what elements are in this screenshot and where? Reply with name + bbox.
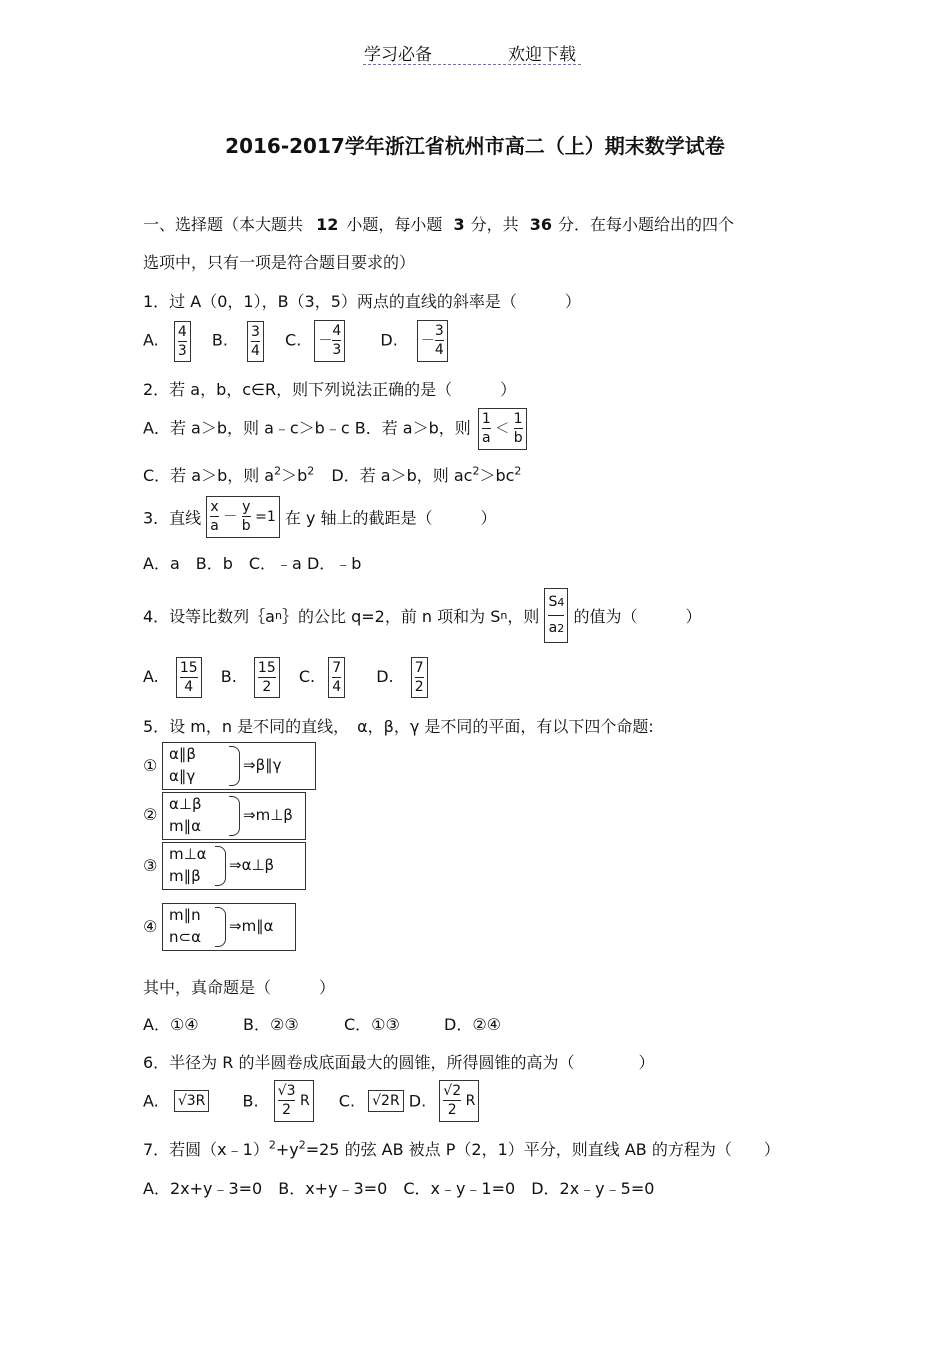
- q1-option-a-label: A.: [143, 330, 159, 350]
- q3-line-equation: $\frac{x}{a}$ － $\frac{y}{b}$ =1: [206, 496, 279, 538]
- q5-prop-1-mark: ①: [143, 756, 158, 775]
- q4-ratio-fraction: $\frac{S4}{a2}$: [544, 588, 568, 643]
- q1-option-d-fraction: － $\frac{3}{4}$: [417, 320, 448, 362]
- q5-proposition-3: m⊥α m∥β ⇒α⊥β: [162, 842, 306, 890]
- header-right: 欢迎下载: [508, 45, 576, 65]
- q4-option-b-fraction: $\frac{15}{2}$: [254, 657, 280, 698]
- question-6-stem: 6．半径为 R 的半圆卷成底面最大的圆锥，所得圆锥的高为（ ）: [143, 1053, 655, 1072]
- question-5-stem: 5．设 m，n 是不同的直线， α，β，γ 是不同的平面，有以下四个命题:: [143, 717, 654, 736]
- q5-prop-3-mark: ③: [143, 856, 158, 875]
- q6-option-d-expr: $\frac{√2}{2}$ R: [439, 1080, 479, 1122]
- q6-option-c-expr: √2R: [368, 1090, 404, 1112]
- question-1-options: [143, 320, 448, 362]
- q4-option-c-fraction: $\frac{7}{4}$: [328, 657, 345, 698]
- q5-prop-2-mark: ②: [143, 805, 158, 824]
- question-1-stem: 1．过 A（0，1），B（3，5）两点的直线的斜率是（ ）: [143, 292, 581, 311]
- question-2-options-ab: A．若 a＞b，则 a﹣c＞b﹣c B．若 a＞b，则 $\frac{1}{a}$ ＜ $\frac{1}{b}$: [143, 408, 527, 450]
- question-2-stem: 2．若 a，b，c∈R，则下列说法正确的是（ ）: [143, 380, 517, 399]
- q5-option-b: B．②③: [243, 1015, 299, 1034]
- q5-option-d: D．②④: [444, 1015, 502, 1034]
- q6-option-b-expr: $\frac{√3}{2}$ R: [274, 1080, 314, 1122]
- q4-option-d-fraction: $\frac{7}{2}$: [411, 657, 428, 698]
- q5-option-c: C．①③: [344, 1015, 400, 1034]
- question-3-stem: 3．直线 $\frac{x}{a}$ － $\frac{y}{b}$ =1 在 y 轴上的截距是（ ）: [143, 496, 497, 538]
- section-instruction-line2: 选项中，只有一项是符合题目要求的）: [143, 253, 416, 272]
- question-5-ask: 其中，真命题是（ ）: [143, 978, 336, 997]
- q6-option-a-expr: √3R: [174, 1090, 210, 1112]
- q1-option-b-label: B.: [211, 330, 228, 350]
- question-4-options: A. $\frac{15}{4}$ B. $\frac{15}{2}$ C. $\frac{7}{4}$ D. $\frac{7}{2}$: [143, 657, 428, 698]
- header-underline: [363, 64, 581, 65]
- q5-prop-4-mark: ④: [143, 917, 158, 936]
- question-7-stem: 7．若圆$(x﹣1)^2+y^2=25$ 的弦 AB 被点 P（2，1）平分，则直线 AB 的方程为（ ）: [143, 1138, 780, 1159]
- q4-option-a-fraction: $\frac{15}{4}$: [176, 657, 202, 698]
- page-title: 2016-2017学年浙江省杭州市高二（上）期末数学试卷: [225, 134, 725, 158]
- q1-option-b-fraction: $\frac{3}{4}$: [247, 321, 264, 362]
- question-4-stem: 4．设等比数列｛an｝的公比 q=2，前 n 项和为 Sn，则 $\frac{S4}{a2}$ 的值为（ ）: [143, 588, 701, 643]
- header-left: 学习必备: [364, 45, 432, 65]
- question-3-options: A．a B．b C．﹣a D．﹣b: [143, 554, 362, 573]
- question-2-options-cd: C．若 a＞b，则 $a^2>b^2$ D．若 a＞b，则 $ac^2>bc^2$: [143, 464, 522, 485]
- q1-option-c-label: C.: [285, 330, 302, 350]
- q1-option-c-fraction: － $\frac{4}{3}$: [314, 320, 345, 362]
- q1-option-d-label: D.: [380, 330, 398, 350]
- q5-option-a: A．①④: [143, 1015, 199, 1034]
- q5-proposition-2: α⊥β m∥α ⇒m⊥β: [162, 792, 306, 840]
- q1-option-a-fraction: $\frac{4}{3}$: [174, 321, 191, 362]
- question-6-options: A. √3R B. $\frac{√3}{2}$ R C. √2R D. $\frac{√2}{2}$ R: [143, 1080, 479, 1122]
- section-instruction-line1: 一、选择题（本大题共 12 小题，每小题 3 分，共 36 分．在每小题给出的四个: [143, 215, 735, 234]
- question-7-options: A．2x+y﹣3=0 B．x+y﹣3=0 C．x﹣y﹣1=0 D．2x﹣y﹣5=0: [143, 1179, 655, 1198]
- q5-proposition-4: m∥n n⊂α ⇒m∥α: [162, 903, 296, 951]
- q5-proposition-1: α∥β α∥γ ⇒β∥γ: [162, 742, 316, 790]
- q2-option-b-inequality: $\frac{1}{a}$ ＜ $\frac{1}{b}$: [478, 408, 527, 450]
